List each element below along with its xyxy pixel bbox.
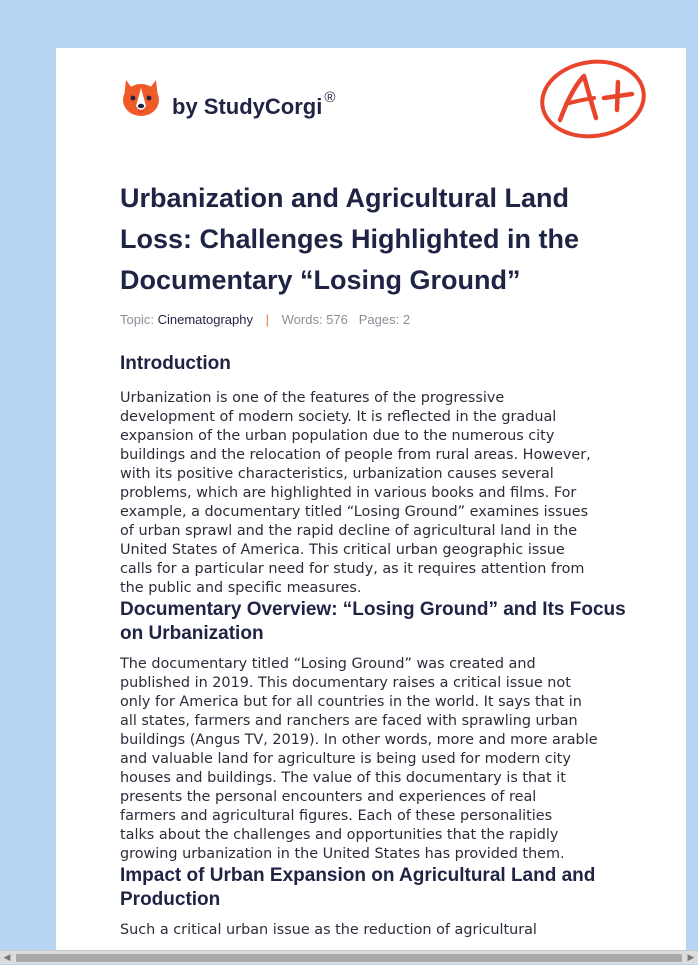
paragraph-line: all states, farmers and ranchers are faced with sprawling urban	[120, 713, 578, 729]
scroll-right-arrow-icon[interactable]: ▶	[687, 953, 695, 963]
paragraph-line: houses and buildings. The value of this documentary is that it	[120, 770, 566, 786]
paragraph-line: example, a documentary titled “Losing Ground” examines issues	[120, 504, 589, 520]
essay-meta	[120, 312, 410, 327]
paragraph-line: Such a critical urban issue as the reduction of agricultural	[120, 922, 537, 938]
paragraph-line: presents the personal encounters and experiences of real	[120, 789, 537, 805]
paragraph-line: calls for a particular need for study, as it requires attention from	[120, 561, 585, 577]
paragraph-line: published in 2019. This documentary raises a critical issue not	[120, 675, 571, 691]
brand-name: by StudyCorgi ®	[172, 88, 336, 119]
scroll-left-arrow-icon[interactable]: ◀	[3, 953, 11, 963]
words-label: Words:	[281, 312, 323, 327]
paragraph-line: only for America but for all countries in the world. It says that in	[120, 694, 582, 710]
page-title: Urbanization and Agricultural Land Loss: Challenges Highlighted in the Documentary “Losing Ground”	[120, 183, 580, 295]
pages-label: Pages:	[358, 312, 400, 327]
paragraph-line: and valuable land for agriculture is being used for modern city	[120, 751, 571, 767]
words-count: 576	[326, 312, 348, 327]
section-heading: Documentary Overview: “Losing Ground” and Its Focus on Urbanization	[120, 599, 626, 644]
paragraph-line: expansion of the urban population due to the numerous city	[120, 428, 555, 444]
paragraph-line: The documentary titled “Losing Ground” was created and	[120, 656, 536, 672]
scrollbar-thumb[interactable]	[16, 954, 682, 962]
corgi-logo-icon	[120, 76, 162, 122]
meta-separator: |	[265, 312, 269, 327]
paragraph-line: of urban sprawl and the rapid decline of agricultural land in the	[120, 523, 578, 539]
paragraph-line: buildings (Angus TV, 2019). In other words, more and more arable	[120, 732, 598, 748]
document-page	[56, 48, 686, 964]
paragraph-line: with its positive characteristics, urbanization causes several	[120, 466, 554, 482]
paragraph-line: United States of America. This critical urban geographic issue	[120, 542, 565, 558]
registered-mark: ®	[324, 88, 336, 106]
paragraph-line: Urbanization is one of the features of the progressive	[120, 390, 505, 406]
a-plus-grade-icon	[538, 58, 648, 140]
section-paragraph	[120, 655, 634, 864]
paragraph-line: development of modern society. It is reflected in the gradual	[120, 409, 557, 425]
topic-link[interactable]: Cinematography	[157, 312, 253, 327]
topic-label: Topic:	[120, 312, 154, 327]
paragraph-line: the public and specific measures.	[120, 580, 362, 596]
paragraph-line: growing urbanization in the United States has provided them.	[120, 846, 565, 862]
horizontal-scrollbar[interactable]	[0, 950, 698, 964]
pages-count: 2	[402, 312, 411, 327]
article-body	[120, 352, 634, 940]
section-heading: Introduction	[120, 353, 231, 374]
paragraph-line: problems, which are highlighted in various books and films. For	[120, 485, 577, 501]
section-paragraph	[120, 389, 634, 598]
paragraph-line: farmers and agricultural figures. Each of these personalities	[120, 808, 553, 824]
paragraph-line: talks about the challenges and opportunities that the rapidly	[120, 827, 559, 843]
paragraph-line: buildings and the relocation of people from rural areas. However,	[120, 447, 591, 463]
section-paragraph	[120, 921, 634, 940]
section-heading: Impact of Urban Expansion on Agricultural Land and Production	[120, 865, 596, 910]
brand-header[interactable]	[120, 76, 335, 122]
